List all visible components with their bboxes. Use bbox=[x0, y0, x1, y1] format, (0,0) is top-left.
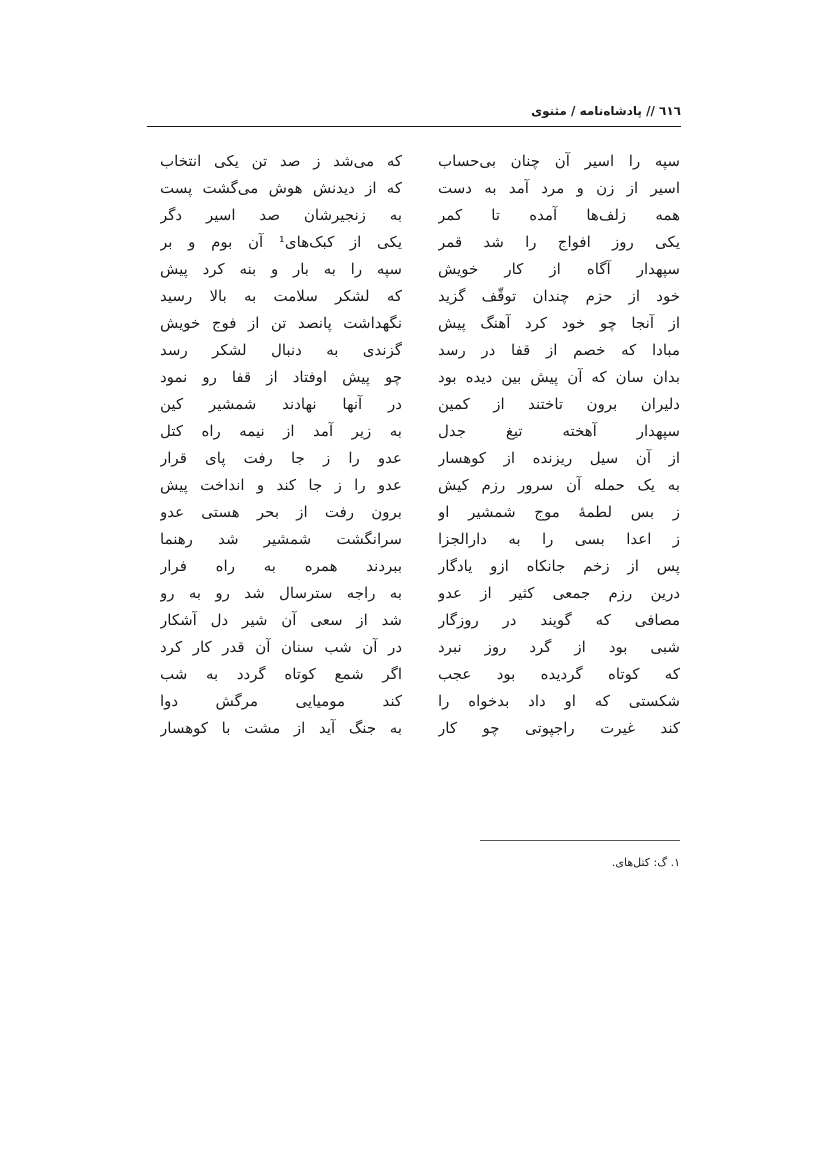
couplet bbox=[160, 634, 680, 661]
header-separator: // bbox=[646, 104, 655, 118]
hemistich-right: از آنجا چو خود کرد آهنگ پیش bbox=[438, 314, 680, 332]
footnote: ۱. گ: کتل‌های. bbox=[611, 856, 680, 869]
couplet bbox=[160, 337, 680, 364]
couplet bbox=[160, 391, 680, 418]
hemistich-right: از آن سیل ریزنده از کوهسار bbox=[438, 449, 680, 467]
hemistich-right: که کوتاه گردیده بود عجب bbox=[438, 665, 680, 683]
couplet bbox=[160, 364, 680, 391]
hemistich-right: شکستی که او داد بدخواه را bbox=[438, 692, 680, 710]
page-header bbox=[147, 104, 681, 126]
hemistich-left: ببردند همره به راه فرار bbox=[160, 557, 402, 575]
book-title: پادشاه‌نامه bbox=[579, 104, 642, 118]
couplet bbox=[160, 661, 680, 688]
hemistich-right: دلیران برون تاختند از کمین bbox=[438, 395, 680, 413]
hemistich-right: یکی روز افواج را شد قمر bbox=[438, 233, 680, 251]
hemistich-left: سرانگشت شمشیر شد رهنما bbox=[160, 530, 402, 548]
couplet bbox=[160, 202, 680, 229]
hemistich-left: به راجه سترسال شد رو به رو bbox=[160, 584, 402, 602]
hemistich-right: ز اعدا بسی را به دارالجزا bbox=[438, 530, 680, 548]
hemistich-right: سپهدار آگاه از کار خویش bbox=[438, 260, 680, 278]
hemistich-right: کند غیرت راجپوتی چو کار bbox=[438, 719, 680, 737]
hemistich-right: خود از حزم چندان توقّف گزید bbox=[438, 287, 680, 305]
hemistich-left: که لشکر سلامت به بالا رسید bbox=[160, 287, 402, 305]
hemistich-right: همه زلف‌ها آمده تا کمر bbox=[438, 206, 680, 224]
hemistich-right: اسیر از زن و مرد آمد به دست bbox=[438, 179, 680, 197]
couplet bbox=[160, 472, 680, 499]
section-title: مثنوی bbox=[531, 104, 567, 118]
hemistich-right: سپهدار آهخته تیغ جدل bbox=[438, 422, 680, 440]
couplet bbox=[160, 229, 680, 256]
hemistich-left: که از دیدنش هوش می‌گشت پست bbox=[160, 179, 402, 197]
hemistich-left: در آن شب سنان آن قدر کار کرد bbox=[160, 638, 402, 656]
hemistich-right: شبی بود از گرد روز نبرد bbox=[438, 638, 680, 656]
couplet bbox=[160, 688, 680, 715]
couplet bbox=[160, 175, 680, 202]
hemistich-right: بدان سان که آن پیش بین دیده بود bbox=[438, 368, 680, 386]
hemistich-left: که می‌شد ز صد تن یکی انتخاب bbox=[160, 152, 402, 170]
header-rule bbox=[147, 126, 681, 127]
couplet bbox=[160, 418, 680, 445]
couplet bbox=[160, 499, 680, 526]
hemistich-right: درین رزم جمعی کثیر از عدو bbox=[438, 584, 680, 602]
hemistich-left: نگهداشت پانصد تن از فوج خویش bbox=[160, 314, 402, 332]
hemistich-left: یکی از کبک‌های¹ آن بوم و بر bbox=[160, 233, 402, 251]
hemistich-right: سپه را اسیر آن چنان بی‌حساب bbox=[438, 152, 680, 170]
footnote-rule bbox=[480, 840, 680, 841]
couplet bbox=[160, 553, 680, 580]
hemistich-left: کند مومیایی مرگش دوا bbox=[160, 692, 402, 710]
hemistich-left: چو پیش اوفتاد از قفا رو نمود bbox=[160, 368, 402, 386]
hemistich-right: به یک حمله آن سرور رزم کیش bbox=[438, 476, 680, 494]
hemistich-left: به جنگ آید از مشت با کوهسار bbox=[160, 719, 402, 737]
header-divider: / bbox=[571, 104, 576, 118]
hemistich-left: عدو را ز جا رفت پای قرار bbox=[160, 449, 402, 467]
hemistich-left: عدو را ز جا کند و انداخت پیش bbox=[160, 476, 402, 494]
hemistich-left: به زنجیرشان صد اسیر دگر bbox=[160, 206, 402, 224]
page-number: ٦١٦ bbox=[659, 104, 681, 118]
couplet bbox=[160, 148, 680, 175]
hemistich-right: مصافی که گویند در روزگار bbox=[438, 611, 680, 629]
hemistich-left: سپه را به بار و بنه کرد پیش bbox=[160, 260, 402, 278]
hemistich-left: گزندی به دنبال لشکر رسد bbox=[160, 341, 402, 359]
couplet bbox=[160, 283, 680, 310]
couplet bbox=[160, 580, 680, 607]
hemistich-right: مبادا که خصم از قفا در رسد bbox=[438, 341, 680, 359]
hemistich-left: برون رفت از بحر هستی عدو bbox=[160, 503, 402, 521]
couplet bbox=[160, 715, 680, 742]
hemistich-left: در آنها نهادند شمشیر کین bbox=[160, 395, 402, 413]
couplet bbox=[160, 607, 680, 634]
couplet bbox=[160, 445, 680, 472]
poem-body bbox=[160, 148, 680, 742]
hemistich-right: ز بس لطمهٔ موج شمشیر او bbox=[438, 503, 680, 521]
hemistich-left: به زیر آمد از نیمه راه کتل bbox=[160, 422, 402, 440]
couplet bbox=[160, 256, 680, 283]
couplet bbox=[160, 310, 680, 337]
hemistich-left: شد از سعی آن شیر دل آشکار bbox=[160, 611, 402, 629]
hemistich-right: پس از زخم جانکاه ازو یادگار bbox=[438, 557, 680, 575]
couplet bbox=[160, 526, 680, 553]
hemistich-left: اگر شمع کوتاه گردد به شب bbox=[160, 665, 402, 683]
